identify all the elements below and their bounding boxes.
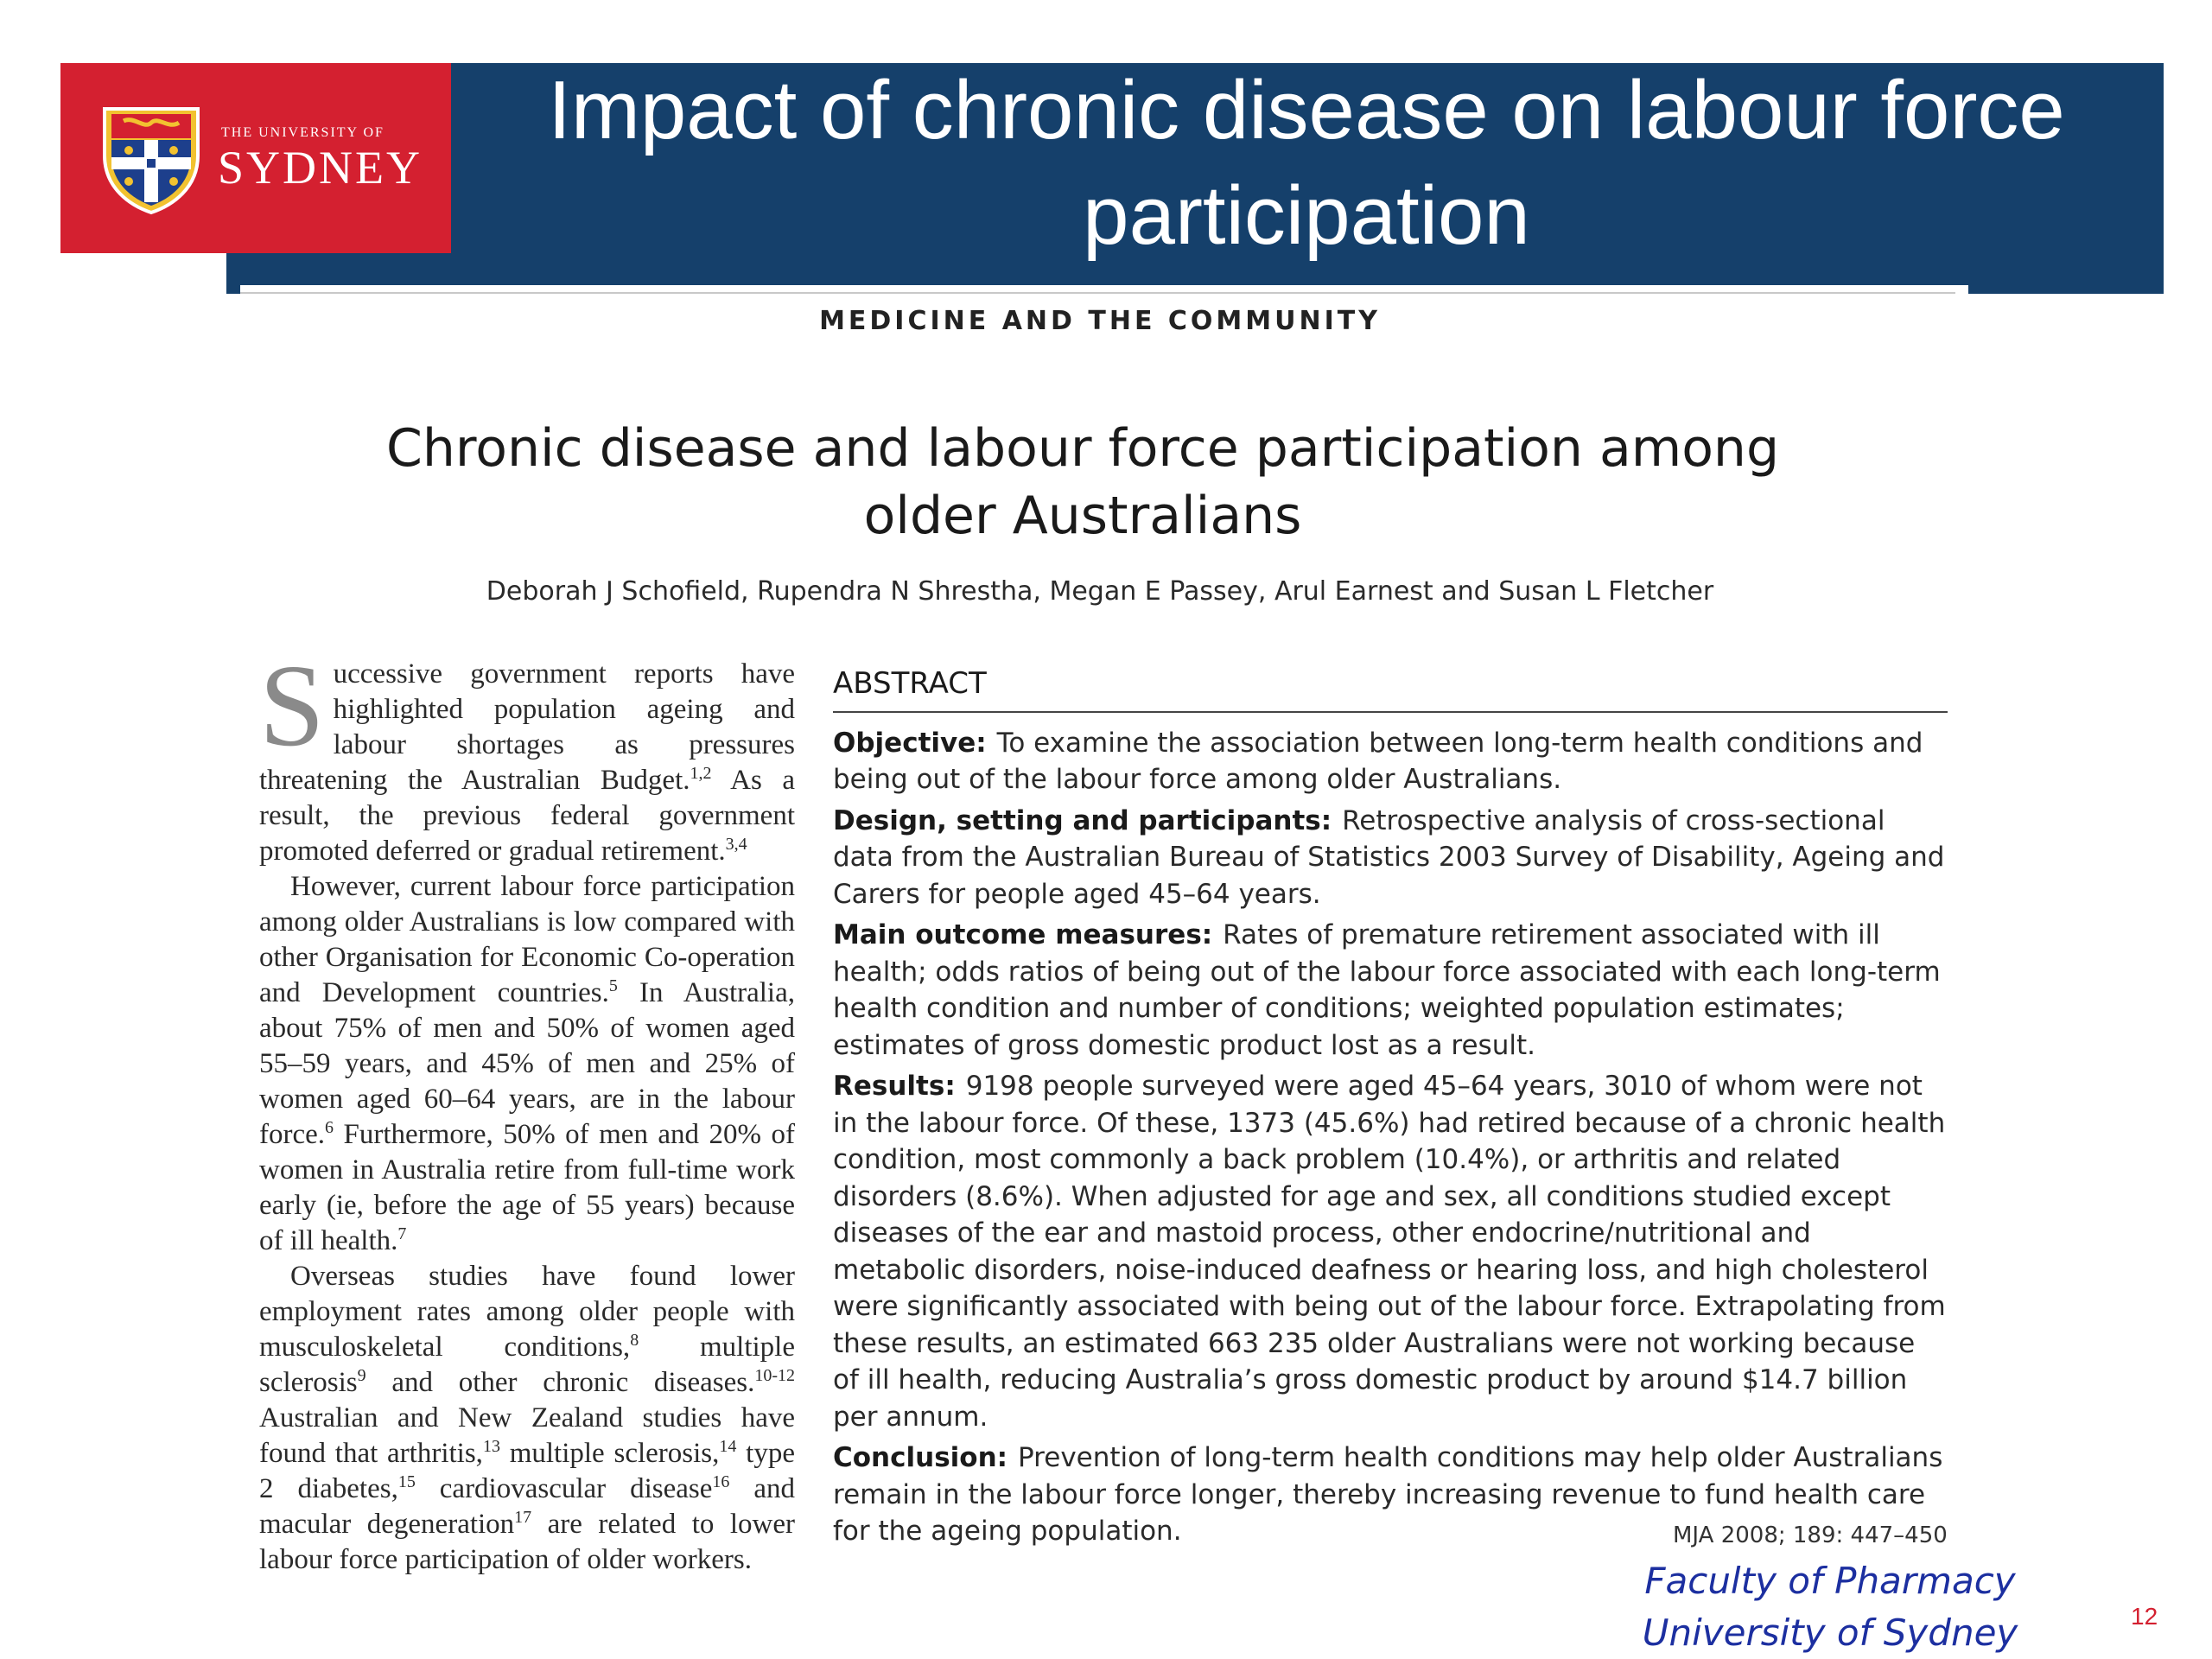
abstract-label: Conclusion:	[833, 1442, 1008, 1473]
body-text: uccessive government reports have highlighted population ageing and labour shortages as pressures threatening the Australian Budget.	[259, 658, 795, 796]
university-name: University of Sydney	[1642, 1611, 2018, 1654]
faculty-name: Faculty of Pharmacy	[1644, 1560, 2016, 1602]
paper-title: Chronic disease and labour force participation among older Australians	[385, 418, 1780, 546]
body-text: multiple sclerosis	[259, 1332, 795, 1398]
abstract-label: Results:	[833, 1071, 956, 1102]
citation-ref: 6	[325, 1118, 334, 1137]
body-text: and macular degeneration	[259, 1473, 795, 1540]
logo-big-text: SYDNEY	[218, 142, 423, 194]
paper-excerpt	[240, 285, 1968, 1575]
citation-ref: 14	[719, 1437, 737, 1456]
abstract-measures	[833, 917, 1948, 1064]
abstract-box	[833, 665, 1948, 1554]
page-number: 12	[2131, 1603, 2158, 1630]
abstract-text: 9198 people surveyed were aged 45–64 years, 3010 of whom were not in the labour force. Of these, 1373 (45.6%) had retired because of a chronic health condition, most commonly a back problem (10.4%), or arthritis and related disorders (8.6%). When adjusted for age and sex, all conditions studied except diseases of the ear and mastoid process, other endocrine/nutritional and metabolic disorders, noise-induced deafness or hearing loss, and high cholesterol were significantly associated with being out of the labour force. Extrapolating from these results, an estimated 663 235 older Australians were not working because of ill health, reducing Australia’s gross domestic product by around $14.7 billion per annum.	[833, 1071, 1946, 1433]
body-text: and other chronic diseases.	[365, 1367, 755, 1398]
citation-ref: 7	[397, 1224, 407, 1243]
citation-ref: 17	[514, 1508, 532, 1527]
body-text: Furthermore, 50% of men and 20% of women in Australia retire from full-time work early (ie, before the age of 55 years) because of ill health.	[259, 1119, 795, 1256]
body-text: are related to lower labour force participation of older workers.	[259, 1509, 795, 1575]
citation-ref: 10-12	[754, 1366, 795, 1385]
body-text: In Australia, about 75% of men and 50% of women aged 55–59 years, and 45% of men and 25% of women aged 60–64 years, are in the labour force.	[259, 977, 795, 1150]
abstract-text: Prevention of long-term health conditions may help older Australians remain in the labour force longer, thereby increasing revenue to fund health care for the ageing population.	[833, 1442, 1943, 1547]
body-text: multiple sclerosis,	[499, 1438, 720, 1469]
logo-small-text: THE UNIVERSITY OF	[221, 125, 385, 140]
abstract-text: Rates of premature retirement associated with ill health; odds ratios of being out of the labour force associated with each long-term health condition and number of conditions; weighted population estimates; estimates of gross domestic product lost as a result.	[833, 919, 1941, 1061]
abstract-divider	[833, 711, 1948, 713]
paper-authors: Deborah J Schofield, Rupendra N Shrestha, Megan E Passey, Arul Earnest and Susan L Fletcher	[486, 576, 1714, 607]
abstract-label: Design, setting and participants:	[833, 804, 1332, 836]
citation-ref: 1,2	[690, 764, 712, 783]
drop-cap: S	[259, 641, 325, 771]
body-paragraph-3	[259, 1259, 795, 1578]
slide-title: Impact of chronic disease on labour force participation	[548, 64, 2065, 262]
body-text: Overseas studies have found lower employment rates among older people with musculoskeletal conditions,	[259, 1261, 795, 1363]
abstract-text: Retrospective analysis of cross-sectional data from the Australian Bureau of Statistics 2003 Survey of Disability, Ageing and Carers for people aged 45–64 years.	[833, 804, 1945, 910]
citation-ref: 9	[357, 1366, 366, 1385]
abstract-design	[833, 803, 1948, 913]
university-logo	[60, 63, 451, 253]
body-text: type 2 diabetes,	[259, 1438, 795, 1504]
citation-ref: 13	[482, 1437, 500, 1456]
university-crest-icon	[99, 102, 203, 214]
body-paragraph-2	[259, 869, 795, 1259]
paper-top-divider	[240, 292, 1955, 294]
body-text: cardiovascular disease	[415, 1473, 713, 1504]
citation-ref: 15	[397, 1472, 416, 1491]
body-text: Australian and New Zealand studies have found that arthritis,	[259, 1402, 795, 1469]
body-text: As a result, the previous federal government promoted deferred or gradual retirement.	[259, 765, 796, 867]
body-paragraph-1	[259, 641, 796, 869]
abstract-label: Objective:	[833, 727, 987, 759]
abstract-label: Main outcome measures:	[833, 919, 1213, 950]
citation-ref: 8	[630, 1331, 639, 1350]
citation-ref: 16	[712, 1472, 730, 1491]
paper-body-column	[259, 641, 796, 1575]
body-text: However, current labour force participation among older Australians is low compared with other Organisation for Economic Co-operation and Development countries.	[259, 871, 795, 1008]
citation-ref: 5	[608, 976, 618, 995]
abstract-results	[833, 1068, 1948, 1435]
journal-citation: MJA 2008; 189: 447–450	[1673, 1522, 1948, 1548]
abstract-objective	[833, 725, 1948, 798]
section-label: MEDICINE AND THE COMMUNITY	[819, 306, 1381, 336]
abstract-heading: ABSTRACT	[833, 666, 987, 701]
faculty-footer	[1640, 1555, 2020, 1659]
citation-ref: 3,4	[725, 835, 747, 854]
abstract-text: To examine the association between long-term health conditions and being out of the labour force among older Australians.	[833, 727, 1923, 795]
